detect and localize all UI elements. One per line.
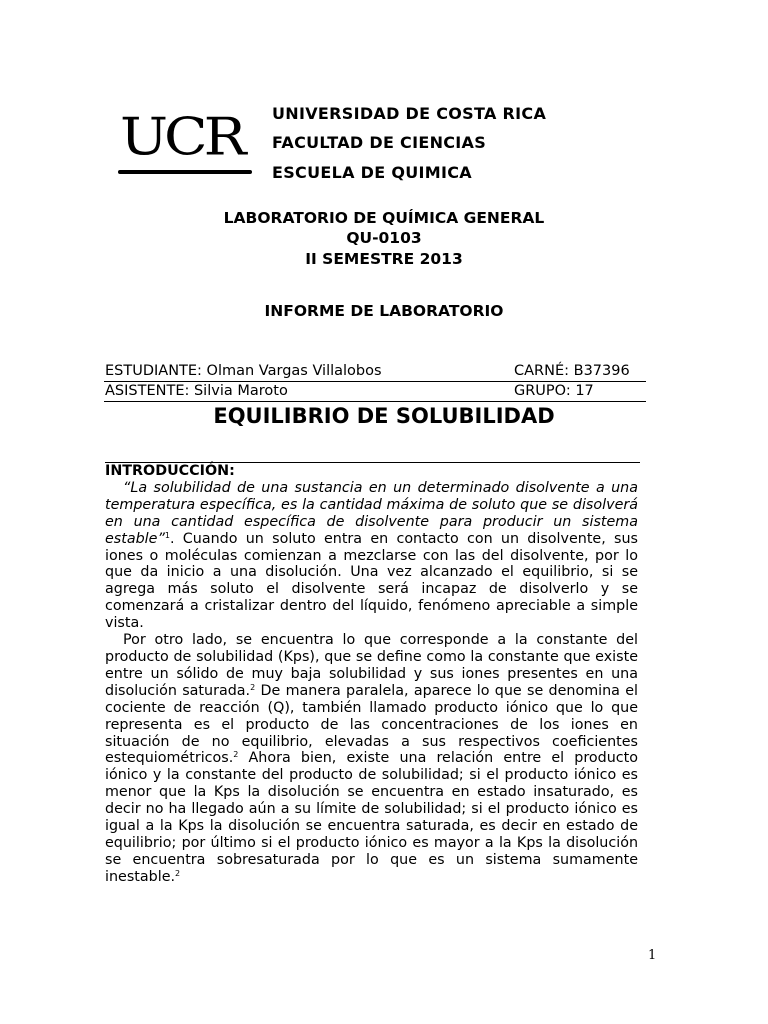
introduction-section [105, 463, 638, 886]
reference-marker: 1 [164, 530, 170, 540]
faculty-name: FACULTAD DE CIENCIAS [272, 133, 487, 152]
solubility-quote: “La solubilidad de una sustancia en un determinado disolvente a una temperatura específica, es la cantidad máxima de soluto que se disolverá en una cantidad específica de disolvente para producir un sistema estable” [105, 479, 638, 547]
intro-paragraph-1 [105, 480, 638, 632]
document-title: EQUILIBRIO DE SOLUBILIDAD [213, 404, 555, 428]
intro-paragraph-1-text: . Cuando un soluto entra en contacto con un disolvente, sus iones o moléculas comienzan a mezclarse con las del disolvente, por lo que da inicio a una disolución. Una vez alcanzado el equilibrio, si se agrega más soluto el disolvente será incapaz de disolverlo y se comenzará a cristalizar dentro del líquido, fenómeno apreciable a simple vista. [105, 530, 638, 632]
student-name: ESTUDIANTE: Olman Vargas Villalobos [105, 363, 382, 379]
intro-paragraph-2 [105, 632, 638, 886]
student-id: CARNÉ: B37396 [514, 363, 630, 379]
ucr-logo: UCR [120, 107, 243, 168]
intro-paragraph-2-text-a: Por otro lado, se encuentra lo que corresponde a la constante del producto de solubilidad (Kps), que se define como la constante que existe entre un sólido de muy baja solubilidad y sus iones presentes en una disolución saturada. [105, 632, 638, 699]
logo-underline [118, 170, 252, 174]
reference-marker: 2 [250, 682, 256, 692]
page-number: 1 [648, 948, 657, 963]
course-name: LABORATORIO DE QUÍMICA GENERAL [223, 209, 545, 227]
semester: II SEMESTRE 2013 [305, 250, 463, 268]
introduction-heading: INTRODUCCIÓN: [105, 463, 235, 479]
intro-paragraph-2-text-b: De manera paralela, aparece lo que se denomina el cociente de reacción (Q), también llamado producto iónico que lo que representa es el producto de las concentraciones de los iones en situación de no equilibrio, elevadas a sus respectivos coeficientes estequiométricos. [105, 682, 638, 767]
reference-marker: 2 [175, 868, 181, 878]
intro-paragraph-2-text-c: Ahora bien, existe una relación entre el producto iónico y la constante del producto de solubilidad; si el producto iónico es menor que la Kps la disolución se encuentra en estado insaturado, es decir no ha llegado aún a su límite de solubilidad; si el producto iónico es igual a la Kps la disolución se encuentra saturada, es decir en estado de equilibrio; por último si el producto iónico es mayor a la Kps la disolución se encuentra sobresaturada por lo que es un sistema sumamente inestable. [105, 750, 638, 885]
reference-marker: 2 [233, 750, 239, 760]
university-name: UNIVERSIDAD DE COSTA RICA [272, 104, 547, 123]
report-type: INFORME DE LABORATORIO [264, 302, 504, 320]
assistant-name: ASISTENTE: Silvia Maroto [105, 383, 288, 399]
group-number: GRUPO: 17 [514, 383, 594, 399]
info-bottom-rule [104, 401, 646, 402]
school-name: ESCUELA DE QUIMICA [272, 163, 472, 182]
course-code: QU-0103 [346, 229, 422, 247]
